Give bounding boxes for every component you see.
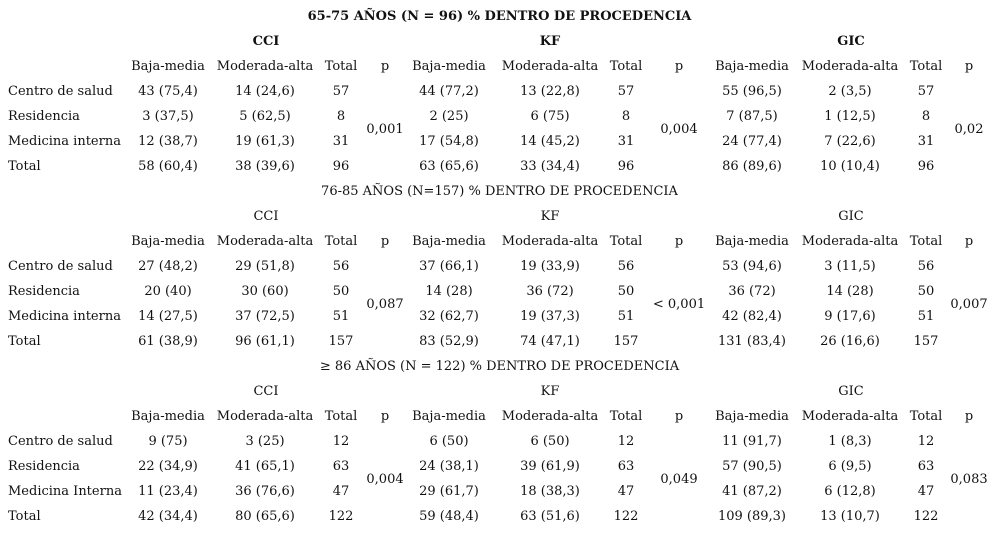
table-cell: 19 (61,3) xyxy=(235,134,295,149)
group-header-cci: CCI xyxy=(253,384,279,399)
table-cell: 56 xyxy=(617,259,635,274)
table-cell: 31 xyxy=(617,134,635,149)
table-cell: 63 xyxy=(617,459,635,474)
table-cell: 11 (91,7) xyxy=(722,434,782,449)
table-cell: 14 (27,5) xyxy=(138,309,198,324)
table-cell: 5 (62,5) xyxy=(239,109,291,124)
table-cell: 8 xyxy=(921,109,931,124)
table-cell: 13 (22,8) xyxy=(520,84,580,99)
table-cell: 51 xyxy=(617,309,635,324)
column-header-baja-media: Baja-media xyxy=(715,234,789,249)
row-label-medicina-interna: Medicina interna xyxy=(8,134,121,149)
table-cell: 57 xyxy=(617,84,635,99)
section-title: 76-85 AÑOS (N=157) % DENTRO DE PROCEDENCIA xyxy=(321,184,678,199)
table-cell: 2 (25) xyxy=(429,109,469,124)
table-cell: 122 xyxy=(913,509,939,524)
table-cell: 9 (17,6) xyxy=(824,309,876,324)
table-cell: 12 xyxy=(332,434,350,449)
column-header-moderada-alta: Moderada-alta xyxy=(216,409,314,424)
table-cell: 86 (89,6) xyxy=(722,159,782,174)
table-cell: 1 (12,5) xyxy=(824,109,876,124)
group-header-gic: GIC xyxy=(838,209,864,224)
row-label-residencia: Residencia xyxy=(8,284,80,299)
column-header-moderada-alta: Moderada-alta xyxy=(501,409,599,424)
table-cell: 22 (34,9) xyxy=(138,459,198,474)
table-cell: 56 xyxy=(917,259,935,274)
column-header-p: p xyxy=(674,59,684,74)
table-cell: 42 (34,4) xyxy=(138,509,198,524)
column-header-total: Total xyxy=(609,234,643,249)
column-header-p: p xyxy=(964,234,974,249)
table-cell: 47 xyxy=(332,484,350,499)
table-cell: 26 (16,6) xyxy=(820,334,880,349)
column-header-total: Total xyxy=(324,59,358,74)
table-cell: 24 (77,4) xyxy=(722,134,782,149)
p-value: < 0,001 xyxy=(652,296,706,312)
table-cell: 122 xyxy=(328,509,354,524)
table-cell: 39 (61,9) xyxy=(520,459,580,474)
column-header-baja-media: Baja-media xyxy=(412,234,486,249)
table-cell: 14 (45,2) xyxy=(520,134,580,149)
column-header-total: Total xyxy=(909,409,943,424)
table-cell: 50 xyxy=(617,284,635,299)
group-header-gic: GIC xyxy=(838,384,864,399)
column-header-baja-media: Baja-media xyxy=(412,59,486,74)
table-cell: 41 (65,1) xyxy=(235,459,295,474)
table-cell: 33 (34,4) xyxy=(520,159,580,174)
p-value: 0,083 xyxy=(950,471,988,487)
group-header-kf: KF xyxy=(539,34,561,49)
table-cell: 9 (75) xyxy=(148,434,188,449)
table-cell: 43 (75,4) xyxy=(138,84,198,99)
table-cell: 157 xyxy=(913,334,939,349)
column-header-moderada-alta: Moderada-alta xyxy=(801,234,899,249)
table-cell: 32 (62,7) xyxy=(419,309,479,324)
column-header-total: Total xyxy=(609,409,643,424)
table-cell: 7 (22,6) xyxy=(824,134,876,149)
table-cell: 51 xyxy=(332,309,350,324)
column-header-moderada-alta: Moderada-alta xyxy=(801,59,899,74)
table-cell: 8 xyxy=(336,109,346,124)
column-header-baja-media: Baja-media xyxy=(131,234,205,249)
table-cell: 96 xyxy=(617,159,635,174)
table-cell: 109 (89,3) xyxy=(717,509,787,524)
table-cell: 56 xyxy=(332,259,350,274)
table-cell: 157 xyxy=(328,334,354,349)
table-cell: 20 (40) xyxy=(144,284,192,299)
p-value: 0,004 xyxy=(660,121,698,137)
row-label-total: Total xyxy=(8,509,41,524)
table-cell: 96 xyxy=(332,159,350,174)
table-cell: 63 xyxy=(917,459,935,474)
row-label-medicina-interna: Medicina interna xyxy=(8,309,121,324)
column-header-p: p xyxy=(380,59,390,74)
column-header-moderada-alta: Moderada-alta xyxy=(801,409,899,424)
table-cell: 83 (52,9) xyxy=(419,334,479,349)
table-cell: 30 (60) xyxy=(241,284,289,299)
table-cell: 29 (61,7) xyxy=(419,484,479,499)
table-cell: 57 xyxy=(332,84,350,99)
table-cell: 1 (8,3) xyxy=(828,434,872,449)
p-value: 0,087 xyxy=(366,296,404,312)
column-header-total: Total xyxy=(324,234,358,249)
group-header-kf: KF xyxy=(540,384,560,399)
table-cell: 29 (51,8) xyxy=(235,259,295,274)
table-cell: 14 (28) xyxy=(826,284,874,299)
table-cell: 63 (51,6) xyxy=(520,509,580,524)
column-header-p: p xyxy=(380,234,390,249)
table-cell: 37 (72,5) xyxy=(235,309,295,324)
table-cell: 57 (90,5) xyxy=(722,459,782,474)
table-cell: 50 xyxy=(332,284,350,299)
table-cell: 50 xyxy=(917,284,935,299)
p-value: 0,007 xyxy=(950,296,988,312)
column-header-baja-media: Baja-media xyxy=(412,409,486,424)
table-cell: 41 (87,2) xyxy=(722,484,782,499)
table-cell: 157 xyxy=(613,334,639,349)
table-cell: 63 xyxy=(332,459,350,474)
group-header-cci: CCI xyxy=(253,209,279,224)
p-value: 0,02 xyxy=(954,121,984,137)
column-header-p: p xyxy=(964,409,974,424)
table-cell: 10 (10,4) xyxy=(820,159,880,174)
column-header-total: Total xyxy=(909,59,943,74)
table-cell: 31 xyxy=(917,134,935,149)
table-cell: 14 (28) xyxy=(425,284,473,299)
table-cell: 6 (9,5) xyxy=(828,459,872,474)
table-cell: 7 (87,5) xyxy=(726,109,778,124)
table-cell: 27 (48,2) xyxy=(138,259,198,274)
table-cell: 53 (94,6) xyxy=(722,259,782,274)
column-header-baja-media: Baja-media xyxy=(131,409,205,424)
column-header-total: Total xyxy=(909,234,943,249)
table-cell: 63 (65,6) xyxy=(419,159,479,174)
column-header-baja-media: Baja-media xyxy=(715,409,789,424)
table-cell: 80 (65,6) xyxy=(235,509,295,524)
group-header-cci: CCI xyxy=(252,34,280,49)
column-header-moderada-alta: Moderada-alta xyxy=(501,59,599,74)
row-label-centro-de-salud: Centro de salud xyxy=(8,434,113,449)
table-cell: 18 (38,3) xyxy=(520,484,580,499)
table-cell: 55 (96,5) xyxy=(722,84,782,99)
row-label-residencia: Residencia xyxy=(8,459,80,474)
column-header-total: Total xyxy=(324,409,358,424)
row-label-total: Total xyxy=(8,334,41,349)
table-cell: 3 (25) xyxy=(245,434,285,449)
table-cell: 57 xyxy=(917,84,935,99)
table-cell: 6 (75) xyxy=(530,109,570,124)
table-cell: 61 (38,9) xyxy=(138,334,198,349)
column-header-p: p xyxy=(674,234,684,249)
column-header-moderada-alta: Moderada-alta xyxy=(216,234,314,249)
table-cell: 6 (50) xyxy=(530,434,570,449)
p-value: 0,049 xyxy=(660,471,698,487)
column-header-moderada-alta: Moderada-alta xyxy=(216,59,314,74)
table-cell: 47 xyxy=(917,484,935,499)
column-header-moderada-alta: Moderada-alta xyxy=(501,234,599,249)
table-cell: 6 (50) xyxy=(429,434,469,449)
row-label-residencia: Residencia xyxy=(8,109,80,124)
p-value: 0,004 xyxy=(366,471,404,487)
table-cell: 36 (76,6) xyxy=(235,484,295,499)
table-cell: 2 (3,5) xyxy=(828,84,872,99)
table-cell: 38 (39,6) xyxy=(235,159,295,174)
table-cell: 58 (60,4) xyxy=(138,159,198,174)
table-cell: 122 xyxy=(613,509,639,524)
table-cell: 12 xyxy=(617,434,635,449)
table-cell: 14 (24,6) xyxy=(235,84,295,99)
table-cell: 11 (23,4) xyxy=(138,484,198,499)
column-header-baja-media: Baja-media xyxy=(715,59,789,74)
table-cell: 131 (83,4) xyxy=(717,334,787,349)
table-cell: 37 (66,1) xyxy=(419,259,479,274)
column-header-p: p xyxy=(964,59,974,74)
row-label-centro-de-salud: Centro de salud xyxy=(8,84,113,99)
section-title: ≥ 86 AÑOS (N = 122) % DENTRO DE PROCEDENCIA xyxy=(319,359,680,374)
table-cell: 17 (54,8) xyxy=(419,134,479,149)
table-cell: 3 (37,5) xyxy=(142,109,194,124)
column-header-baja-media: Baja-media xyxy=(131,59,205,74)
table-cell: 96 xyxy=(917,159,935,174)
table-cell: 44 (77,2) xyxy=(419,84,479,99)
table-cell: 6 (12,8) xyxy=(824,484,876,499)
table-cell: 51 xyxy=(917,309,935,324)
row-label-medicina-interna: Medicina Interna xyxy=(8,484,122,499)
table-cell: 96 (61,1) xyxy=(235,334,295,349)
table-cell: 31 xyxy=(332,134,350,149)
table-cell: 24 (38,1) xyxy=(419,459,479,474)
table-cell: 19 (33,9) xyxy=(520,259,580,274)
table-cell: 19 (37,3) xyxy=(520,309,580,324)
group-header-gic: GIC xyxy=(837,34,865,49)
column-header-total: Total xyxy=(609,59,643,74)
column-header-p: p xyxy=(674,409,684,424)
table-cell: 8 xyxy=(621,109,631,124)
table-cell: 36 (72) xyxy=(728,284,776,299)
p-value: 0,001 xyxy=(366,121,404,137)
column-header-p: p xyxy=(380,409,390,424)
table-cell: 12 xyxy=(917,434,935,449)
table-cell: 13 (10,7) xyxy=(820,509,880,524)
table-cell: 12 (38,7) xyxy=(138,134,198,149)
table-cell: 36 (72) xyxy=(526,284,574,299)
row-label-centro-de-salud: Centro de salud xyxy=(8,259,113,274)
table-cell: 47 xyxy=(617,484,635,499)
table-cell: 42 (82,4) xyxy=(722,309,782,324)
table-cell: 59 (48,4) xyxy=(419,509,479,524)
section-title: 65-75 AÑOS (N = 96) % DENTRO DE PROCEDENCIA xyxy=(307,9,692,24)
table-cell: 74 (47,1) xyxy=(520,334,580,349)
row-label-total: Total xyxy=(8,159,41,174)
table-cell: 3 (11,5) xyxy=(824,259,876,274)
group-header-kf: KF xyxy=(540,209,560,224)
